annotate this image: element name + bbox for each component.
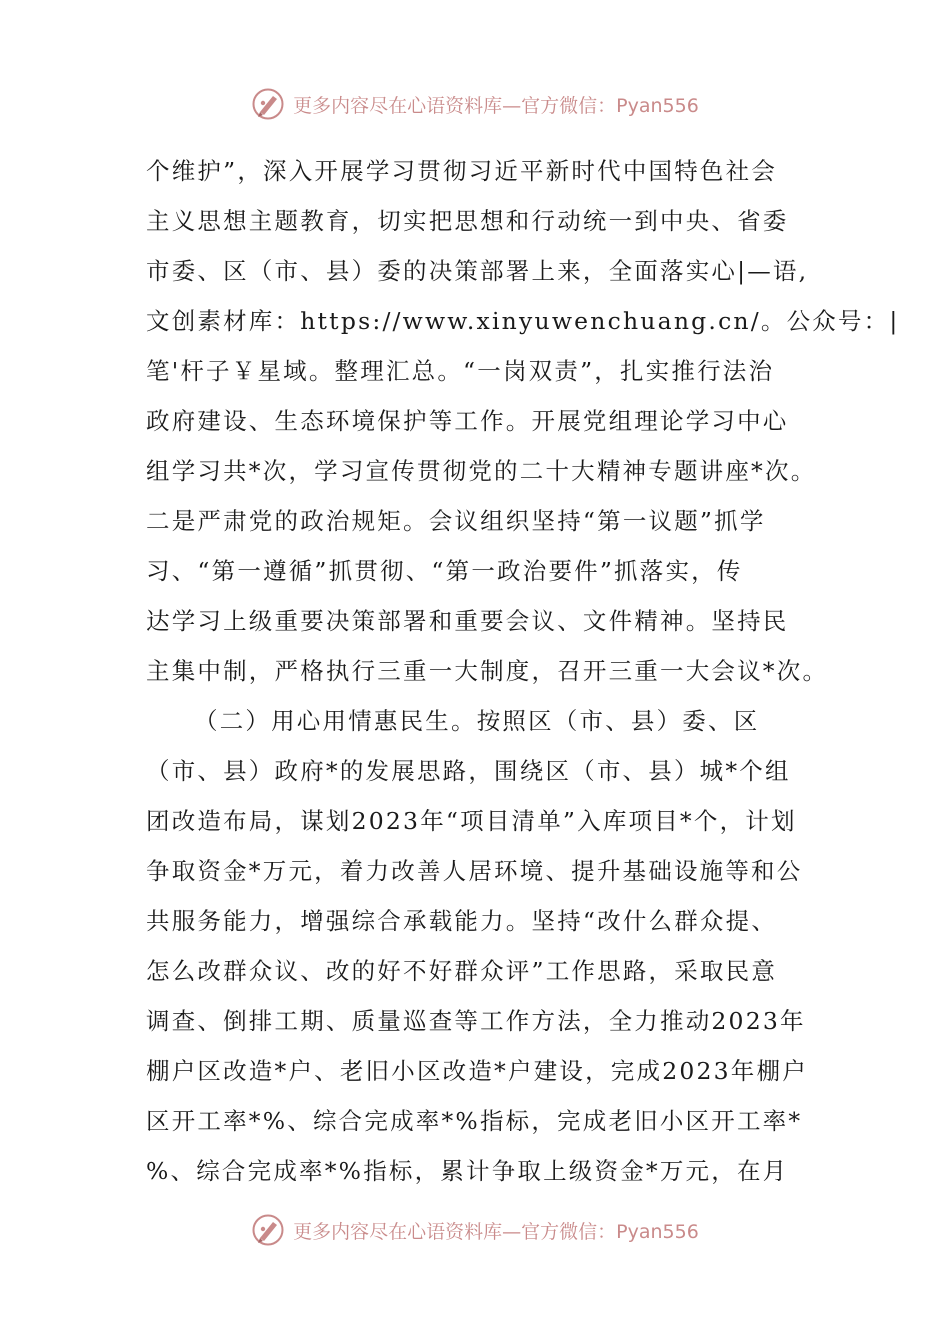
watermark-text bbox=[293, 1217, 699, 1244]
text-line: 棚户区改造*户、老旧小区改造*户建设，完成2023年棚户 bbox=[146, 1057, 808, 1085]
watermark-text bbox=[293, 91, 699, 118]
text-line: 政府建设、生态环境保护等工作。开展党组理论学习中心 bbox=[146, 407, 789, 435]
pen-logo-icon bbox=[251, 87, 285, 121]
watermark-text-latin: Pyan556 bbox=[616, 94, 699, 117]
text-line: （市、县）政府*的发展思路，围绕区（市、县）城*个组 bbox=[146, 757, 791, 785]
text-line: 共服务能力，增强综合承载能力。坚持“改什么群众提、 bbox=[146, 907, 778, 935]
watermark-header bbox=[0, 84, 950, 124]
watermark-text-latin: Pyan556 bbox=[616, 1220, 699, 1243]
text-line: 达学习上级重要决策部署和重要会议、文件精神。坚持民 bbox=[146, 607, 789, 635]
text-line: 二是严肃党的政治规矩。会议组织坚持“第一议题”抓学 bbox=[146, 507, 766, 535]
text-line: 团改造布局，谋划2023年“项目清单”入库项目*个，计划 bbox=[146, 807, 797, 835]
text-line: 区开工率*%、综合完成率*%指标，完成老旧小区开工率* bbox=[146, 1107, 803, 1135]
text-line: 主集中制，严格执行三重一大制度，召开三重一大会议*次。 bbox=[146, 657, 829, 685]
text-line: 习、“第一遵循”抓贯彻、“第一政治要件”抓落实，传 bbox=[146, 557, 743, 585]
text-line: 笔'杆子￥星域。整理汇总。“一岗双责”，扎实推行法治 bbox=[146, 357, 775, 385]
watermark-text-cn: 更多内容尽在心语资料库—官方微信： bbox=[293, 1220, 617, 1243]
text-line: 市委、区（市、县）委的决策部署上来，全面落实心|—语, bbox=[146, 257, 809, 285]
text-line: 争取资金*万元，着力改善人居环境、提升基础设施等和公 bbox=[146, 857, 803, 885]
watermark-text-cn: 更多内容尽在心语资料库—官方微信： bbox=[293, 94, 617, 117]
text-line: 怎么改群众议、改的好不好群众评”工作思路，采取民意 bbox=[146, 957, 778, 985]
watermark-footer bbox=[0, 1210, 950, 1250]
section-heading-line: （二）用心用情惠民生。按照区（市、县）委、区 bbox=[194, 707, 760, 735]
text-line: 个维护”，深入开展学习贯彻习近平新时代中国特色社会 bbox=[146, 157, 778, 185]
text-line: 组学习共*次，学习宣传贯彻党的二十大精神专题讲座*次。 bbox=[146, 457, 817, 485]
text-line: 调查、倒排工期、质量巡查等工作方法，全力推动2023年 bbox=[146, 1007, 806, 1035]
text-line: %、综合完成率*%指标，累计争取上级资金*万元，在月 bbox=[146, 1157, 789, 1185]
pen-logo-icon bbox=[251, 1213, 285, 1247]
text-line: 主义思想主题教育，切实把思想和行动统一到中央、省委 bbox=[146, 207, 789, 235]
text-line: 文创素材库：https://www.xinyuwenchuang.cn/。公众号：| bbox=[146, 307, 900, 335]
document-body bbox=[146, 146, 900, 1196]
